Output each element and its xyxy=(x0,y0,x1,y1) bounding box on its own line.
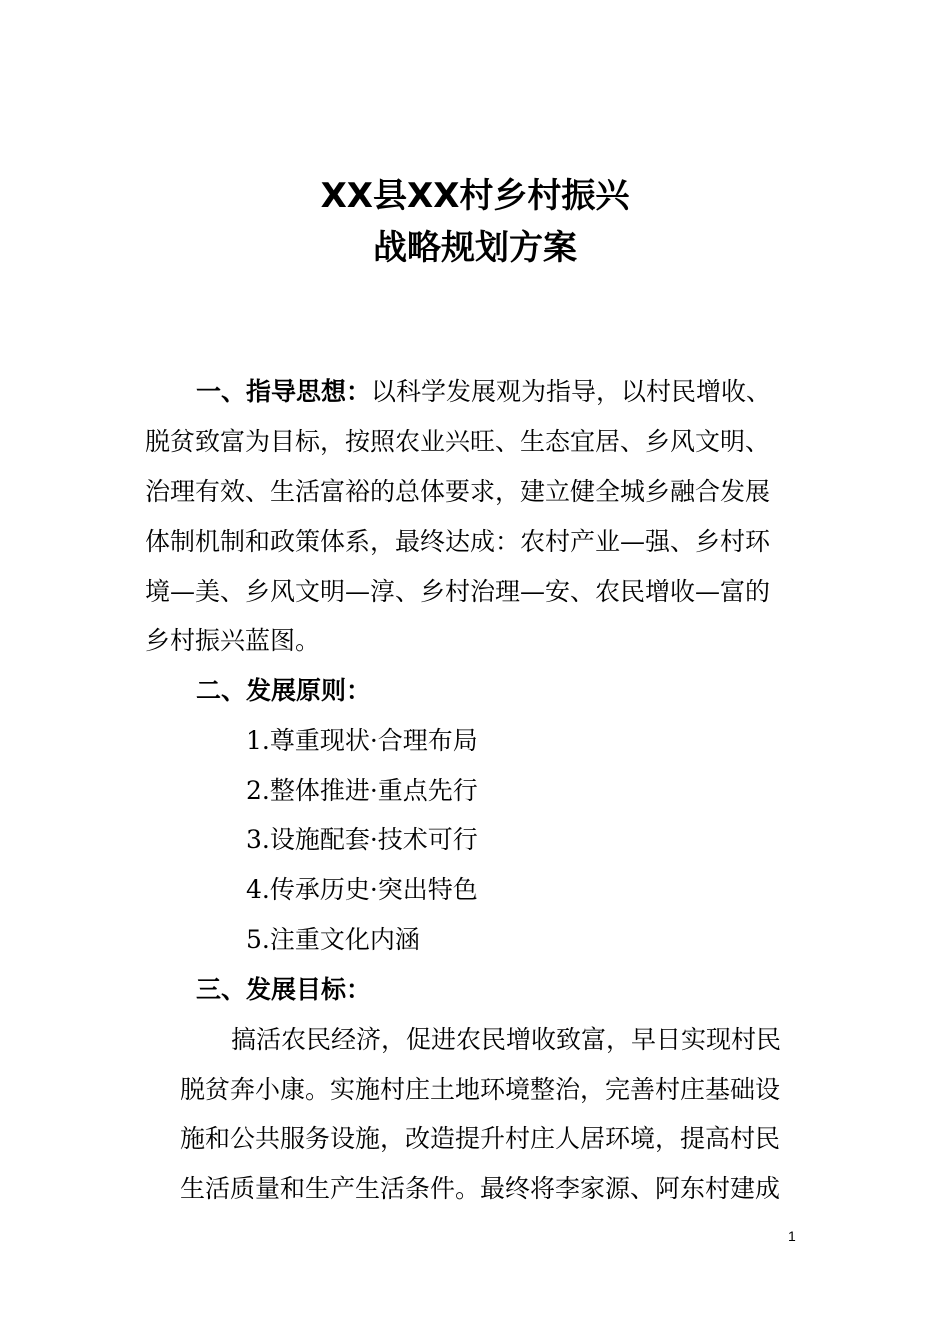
section3-line: 施和公共服务设施，改造提升村庄人居环境，提高村民 xyxy=(180,1124,781,1153)
page-number: 1 xyxy=(788,1228,796,1244)
section3-heading: 三、发展目标： xyxy=(196,975,372,1004)
title-line-1: XX县XX村乡村振兴 xyxy=(320,176,630,216)
principle-item: 1.尊重现状·合理布局 xyxy=(246,726,478,755)
principle-item: 3.设施配套·技术可行 xyxy=(246,825,478,854)
section3-line: 脱贫奔小康。实施村庄土地环境整治，完善村庄基础设 xyxy=(180,1075,781,1104)
section1-line: 境—美、乡风文明—淳、乡村治理—安、农民增收—富的 xyxy=(145,577,771,606)
document-title xyxy=(0,170,950,274)
section1-line: 体制机制和政策体系，最终达成：农村产业—强、乡村环 xyxy=(145,527,771,556)
section3-line: 搞活农民经济，促进农民增收致富，早日实现村民 xyxy=(231,1025,782,1054)
section1-line: 乡村振兴蓝图。 xyxy=(145,626,321,655)
title-line-2: 战略规划方案 xyxy=(373,228,577,268)
section1-heading: 一、指导思想： xyxy=(196,377,372,406)
section1-line: 脱贫致富为目标，按照农业兴旺、生态宜居、乡风文明、 xyxy=(145,427,771,456)
section1-line: 以科学发展观为指导，以村民增收、 xyxy=(371,377,772,406)
section1-line: 治理有效、生活富裕的总体要求，建立健全城乡融合发展 xyxy=(145,477,771,506)
principle-item: 4.传承历史·突出特色 xyxy=(246,875,478,904)
principle-item: 2.整体推进·重点先行 xyxy=(246,776,478,805)
section1-first-line xyxy=(196,377,771,407)
principle-item: 5.注重文化内涵 xyxy=(246,925,420,954)
section2-heading: 二、发展原则： xyxy=(196,676,372,705)
section3-line: 生活质量和生产生活条件。最终将李家源、阿东村建成 xyxy=(180,1174,781,1203)
